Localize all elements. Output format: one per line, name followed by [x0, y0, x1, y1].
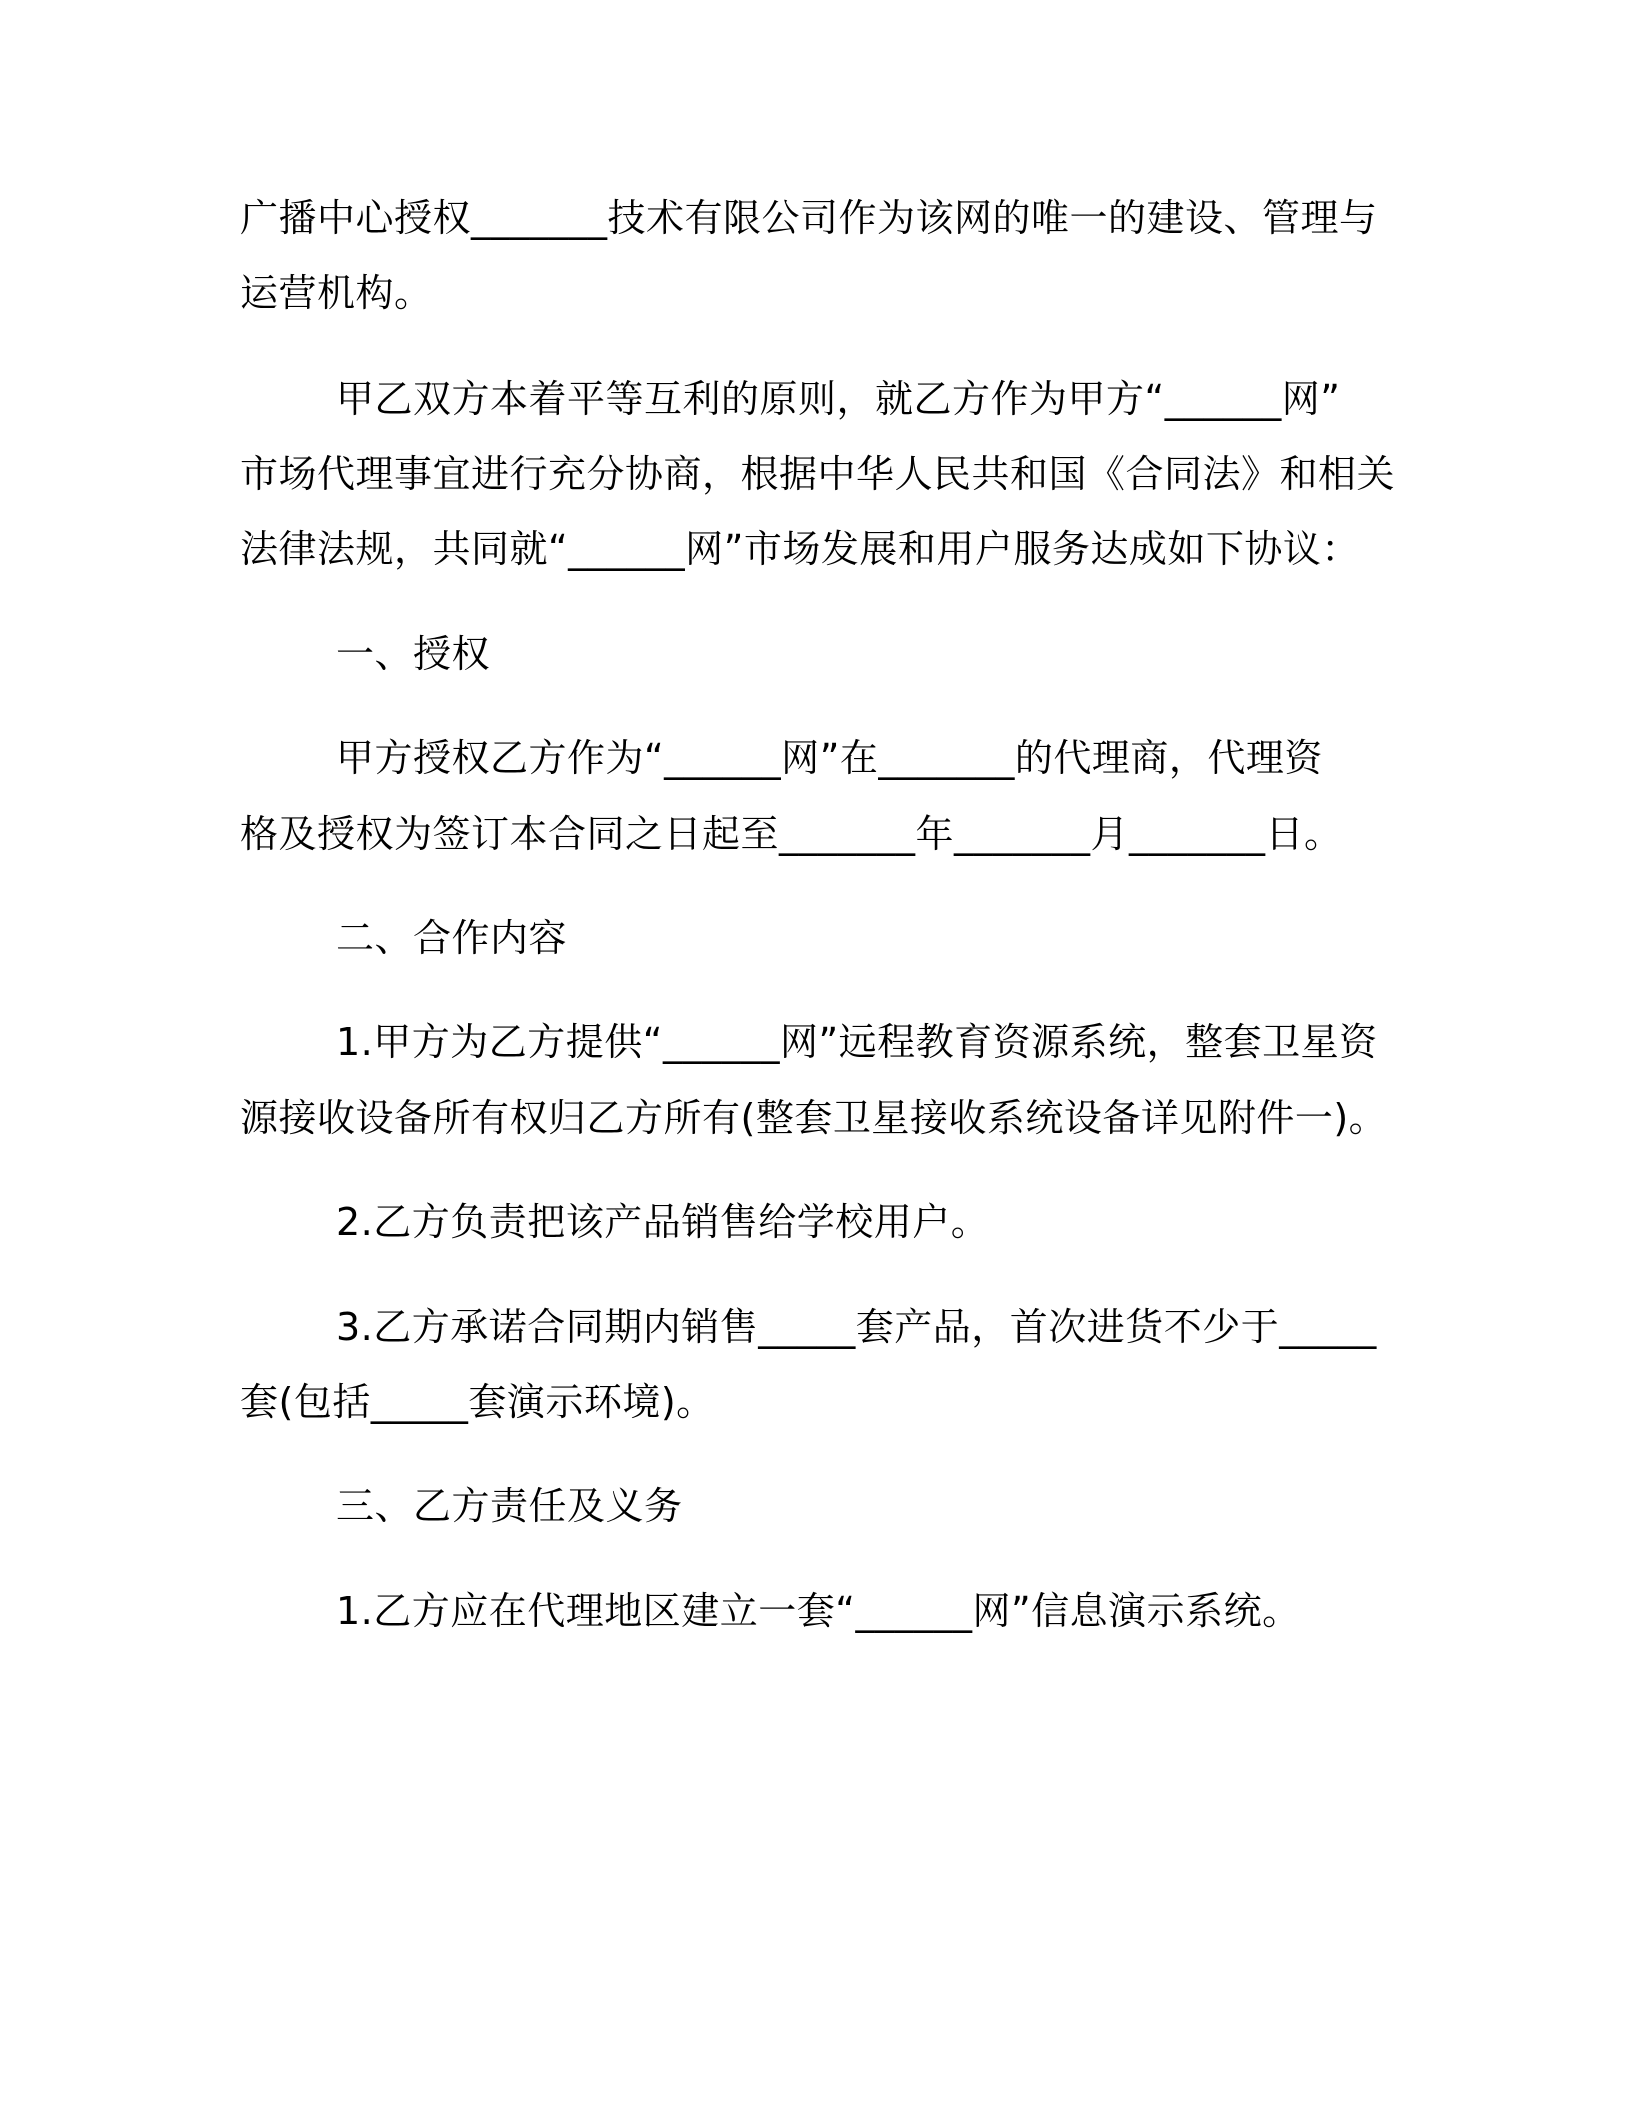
- text-line-12: 2.乙方负责把该产品销售给学校用户。: [336, 1200, 990, 1244]
- text-line-1: 广播中心授权_______技术有限公司作为该网的唯一的建设、管理与: [240, 196, 1378, 240]
- text-line-5: 法律法规，共同就“______网”市场发展和用户服务达成如下协议：: [240, 527, 1360, 571]
- text-line-11: 源接收设备所有权归乙方所有(整套卫星接收系统设备详见附件一)。: [240, 1096, 1388, 1140]
- text-line-8: 格及授权为签订本合同之日起至_______年_______月_______日。: [240, 812, 1343, 856]
- section-heading-authorization: 一、授权: [336, 632, 491, 676]
- section-heading-cooperation: 二、合作内容: [336, 916, 568, 960]
- text-line-16: 1.乙方应在代理地区建立一套“______网”信息演示系统。: [336, 1589, 1301, 1633]
- text-line-4: 市场代理事宜进行充分协商，根据中华人民共和国《合同法》和相关: [240, 452, 1396, 496]
- text-line-3: 甲乙双方本着平等互利的原则，就乙方作为甲方“______网”: [336, 377, 1341, 421]
- text-line-14: 套(包括_____套演示环境)。: [240, 1380, 715, 1424]
- text-line-13: 3.乙方承诺合同期内销售_____套产品，首次进货不少于_____: [336, 1305, 1377, 1349]
- text-line-2: 运营机构。: [240, 271, 433, 315]
- text-line-10: 1.甲方为乙方提供“______网”远程教育资源系统，整套卫星资: [336, 1020, 1378, 1064]
- text-line-7: 甲方授权乙方作为“______网”在_______的代理商，代理资: [336, 736, 1323, 780]
- section-heading-party-b-duties: 三、乙方责任及义务: [336, 1484, 683, 1528]
